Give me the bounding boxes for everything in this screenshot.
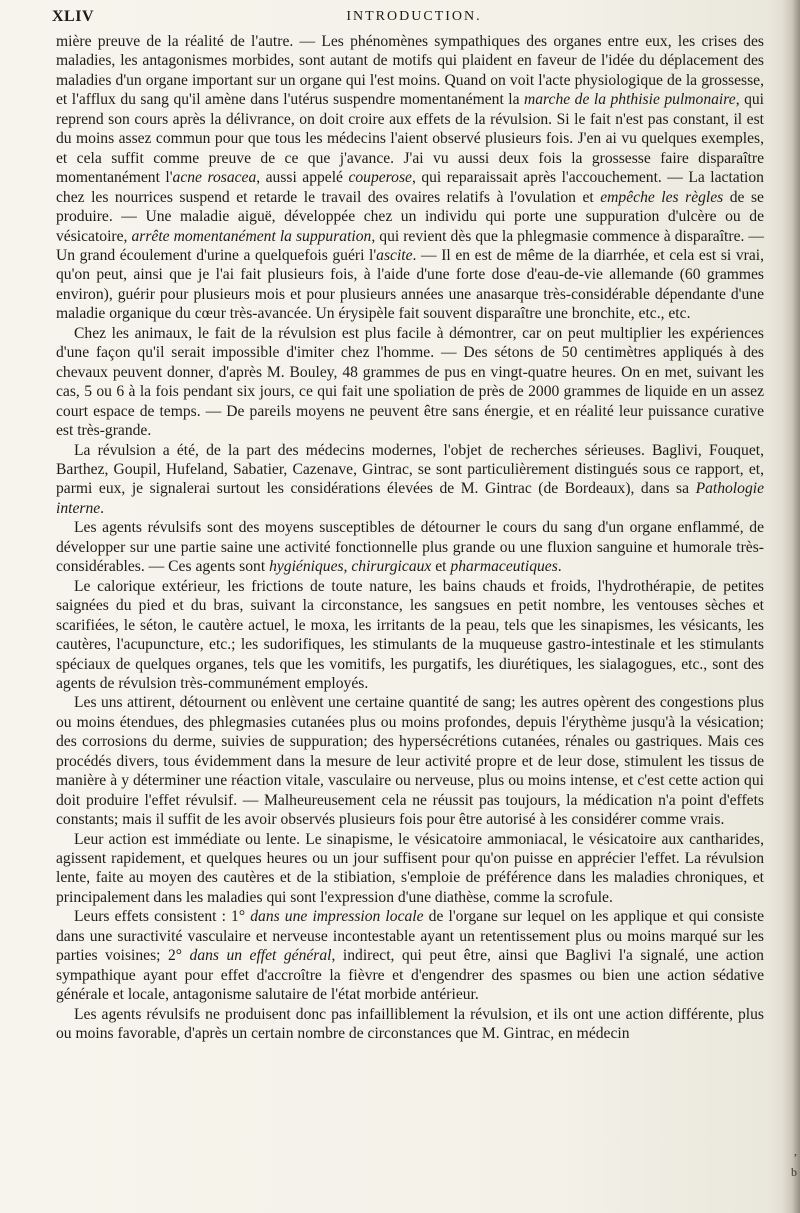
paragraph xyxy=(56,693,764,829)
text-run: . xyxy=(100,499,105,517)
italic-phrase: dans une impression locale xyxy=(250,908,424,926)
running-head: INTRODUCTION. xyxy=(346,9,482,24)
page-number: XLIV xyxy=(52,8,95,25)
page-body xyxy=(56,32,764,1044)
text-run: Le calorique extérieur, les frictions de toute nature, les bains chauds et froids, l'hydrothérapie, de petites saignées du pied et du bras, suivant la circonstance, les sangsues en petit nombre, les ventouses sèches et scarifiées, le séton, le cautère actuel, le moxa, les irritants de la peau, tels que les sinapismes, les vésicants, les cautères, l'acupuncture, etc.; les sudorifiques, les stimulants de la muqueuse gastro-intestinale et les stimulants spéciaux de quelques organes, tels que les vomitifs, les purgatifs, les diurétiques, les sialagogues, etc., sont des agents de révulsion très-communément employés. xyxy=(56,577,764,692)
paragraph xyxy=(56,1005,764,1044)
italic-phrase: couperose xyxy=(348,169,412,187)
text-run: . xyxy=(557,558,562,576)
italic-phrase: dans un effet général xyxy=(189,947,332,965)
text-run: Les uns attirent, détournent ou enlèvent une certaine quantité de sang; les autres opèrent des congestions plus ou moins étendues, des phlegmasies cutanées plus ou moins profondes, depuis l'érythème jusqu'à la vésication; des corrosions du derme, suivies de suppuration; des hypersécrétions cutanées, rénales ou gastriques. Mais ces procédés divers, tous évidemment dans la mesure de leur activité propre et de leur dose, stimulent les tissus de manière à y déterminer une réaction vitale, vasculaire ou nerveuse, plus ou moins intense, et c'est cette action qui doit produire l'effet révulsif. — Malheureusement cela ne réussit pas toujours, la médication n'a point d'effets constants; mais il suffit de les avoir observés plusieurs fois pour être autorisé à les considérer comme vrais. xyxy=(56,694,764,829)
page-header xyxy=(52,8,776,30)
italic-phrase: hygiéniques, chirurgicaux xyxy=(269,558,432,576)
text-run: et xyxy=(431,558,451,576)
text-run: , qui revient dès que la phlegmasie commence à disparaître. — Un grand écoulement d'urine a quelquefois guéri l' xyxy=(56,227,765,264)
margin-fragment: b xyxy=(791,1165,797,1179)
paragraph xyxy=(56,32,764,324)
margin-fragment: , xyxy=(794,1144,797,1158)
italic-phrase: empêche les règles xyxy=(600,188,724,206)
paragraph xyxy=(56,518,764,576)
text-run: de se produire. — Une maladie aiguë, développée chez un individu qui porte une suppuration d'ulcère ou de vésicatoire, xyxy=(56,188,764,245)
italic-phrase: ascite xyxy=(376,246,413,264)
text-run: Les agents révulsifs sont des moyens susceptibles de détourner le cours du sang d'un organe enflammé, de développer sur une partie saine une activité fonctionnelle plus grande ou une fluxion sanguine et humorale très-considérables. — Ces agents sont xyxy=(56,519,764,576)
text-run: , qui reprend son cours après la délivrance, on doit croire aux effets de la révulsion. Si le fait n'est pas constant, il est du moins assez commun pour que tous les médecins l'aient observé plusieurs fois. J'en ai vu quelques exemples, et cela suffit comme preuve de ce que j'avance. J'ai vu aussi deux fois la grossesse faire disparaître momentanément l' xyxy=(56,91,764,187)
paragraph xyxy=(56,324,764,441)
text-run: , aussi appelé xyxy=(256,169,349,187)
paragraph xyxy=(56,577,764,694)
page-edge-shadow xyxy=(782,0,800,1213)
text-run: Les agents révulsifs ne produisent donc pas infailliblement la révulsion, et ils ont une action différente, plus ou moins favorable, d'après un certain nombre de circonstances que M. Gintrac, en médecin xyxy=(56,1005,764,1043)
text-run: mière preuve de la réalité de l'autre. — Les phénomènes sympathiques des organes entre eux, les crises des maladies, les antagonismes morbides, sont autant de motifs qui plaident en faveur de l'idée du déplacement des maladies d'un organe important sur un organe qui l'est moins. Quand on voit l'acte physiologique de la grossesse, et l'afflux du sang qu'il amène dans l'utérus suspendre momentanément la xyxy=(56,33,764,109)
text-run: Leur action est immédiate ou lente. Le sinapisme, le vésicatoire ammoniacal, le vésicatoire aux cantharides, agissent rapidement, et quelques heures ou un jour suffisent pour qu'on puisse en apprécier l'effet. La révulsion lente, faite au moyen des cautères et de la stibiation, s'emploie de préférence dans les maladies chroniques, et principalement dans les maladies qui sont l'expression d'une diathèse, comme la scrofule. xyxy=(56,830,764,906)
italic-phrase: Pathologie interne xyxy=(56,480,764,517)
text-run: de l'organe sur lequel on les applique et qui consiste dans une suractivité vasculaire et nerveuse incontestable ayant un retentissement plus ou moins marqué sur les parties voisines; 2° xyxy=(56,908,764,965)
text-run: . — Il en est de même de la diarrhée, et cela est si vrai, qu'on peut, ainsi que je l'ai fait plusieurs fois, à l'aide d'une forte dose d'eau-de-vie allemande (60 grammes environ), guérir pour plusieurs mois et pour plusieurs années une anasarque très-considérable dépendante d'une maladie organique du cœur très-avancée. Un érysipèle fait souvent disparaître une bronchite, etc., etc. xyxy=(56,246,764,323)
paragraph xyxy=(56,830,764,908)
italic-phrase: marche de la phthisie pulmonaire xyxy=(524,91,736,109)
italic-phrase: arrête momentanément la suppuration xyxy=(131,227,372,245)
text-run: Leurs effets consistent : 1° xyxy=(74,908,251,926)
paragraph xyxy=(56,441,764,519)
text-run: , indirect, qui peut être, ainsi que Baglivi l'a signalé, une action sympathique ayant pour effet d'accroître la fièvre et d'engendrer des spasmes ou bien une action sédative générale et locale, antagonisme salutaire de l'état morbide antérieur. xyxy=(56,947,764,1004)
italic-phrase: acne rosacea xyxy=(172,169,257,187)
text-run: , qui reparaissait après l'accouchement. — La lactation chez les nourrices suspend et retarde le travail des ovaires relatifs à l'ovulation et xyxy=(56,169,764,206)
text-run: La révulsion a été, de la part des médecins modernes, l'objet de recherches sérieuses. Baglivi, Fouquet, Barthez, Goupil, Hufeland, Sabatier, Cazenave, Gintrac, se sont particulièrement distingués sous ce rapport, et, parmi eux, je signalerai surtout les considérations élevées de M. Gintrac (de Bordeaux), dans sa xyxy=(56,441,764,498)
text-run: Chez les animaux, le fait de la révulsion est plus facile à démontrer, car on peut multiplier les expériences d'une façon qu'il serait impossible d'imiter chez l'homme. — Des sétons de 50 centimètres appliqués à des chevaux peuvent donner, d'après M. Bouley, 48 grammes de pus en vingt-quatre heures. On en met, suivant les cas, 5 ou 6 à la fois pendant six jours, ce qui fait une spoliation de près de 2000 grammes de liquide en un assez court espace de temps. — De pareils moyens ne peuvent être sans énergie, et en réalité leur puissance curative est très-grande. xyxy=(56,324,764,440)
paragraph xyxy=(56,907,764,1004)
italic-phrase: pharmaceutiques xyxy=(450,558,558,576)
